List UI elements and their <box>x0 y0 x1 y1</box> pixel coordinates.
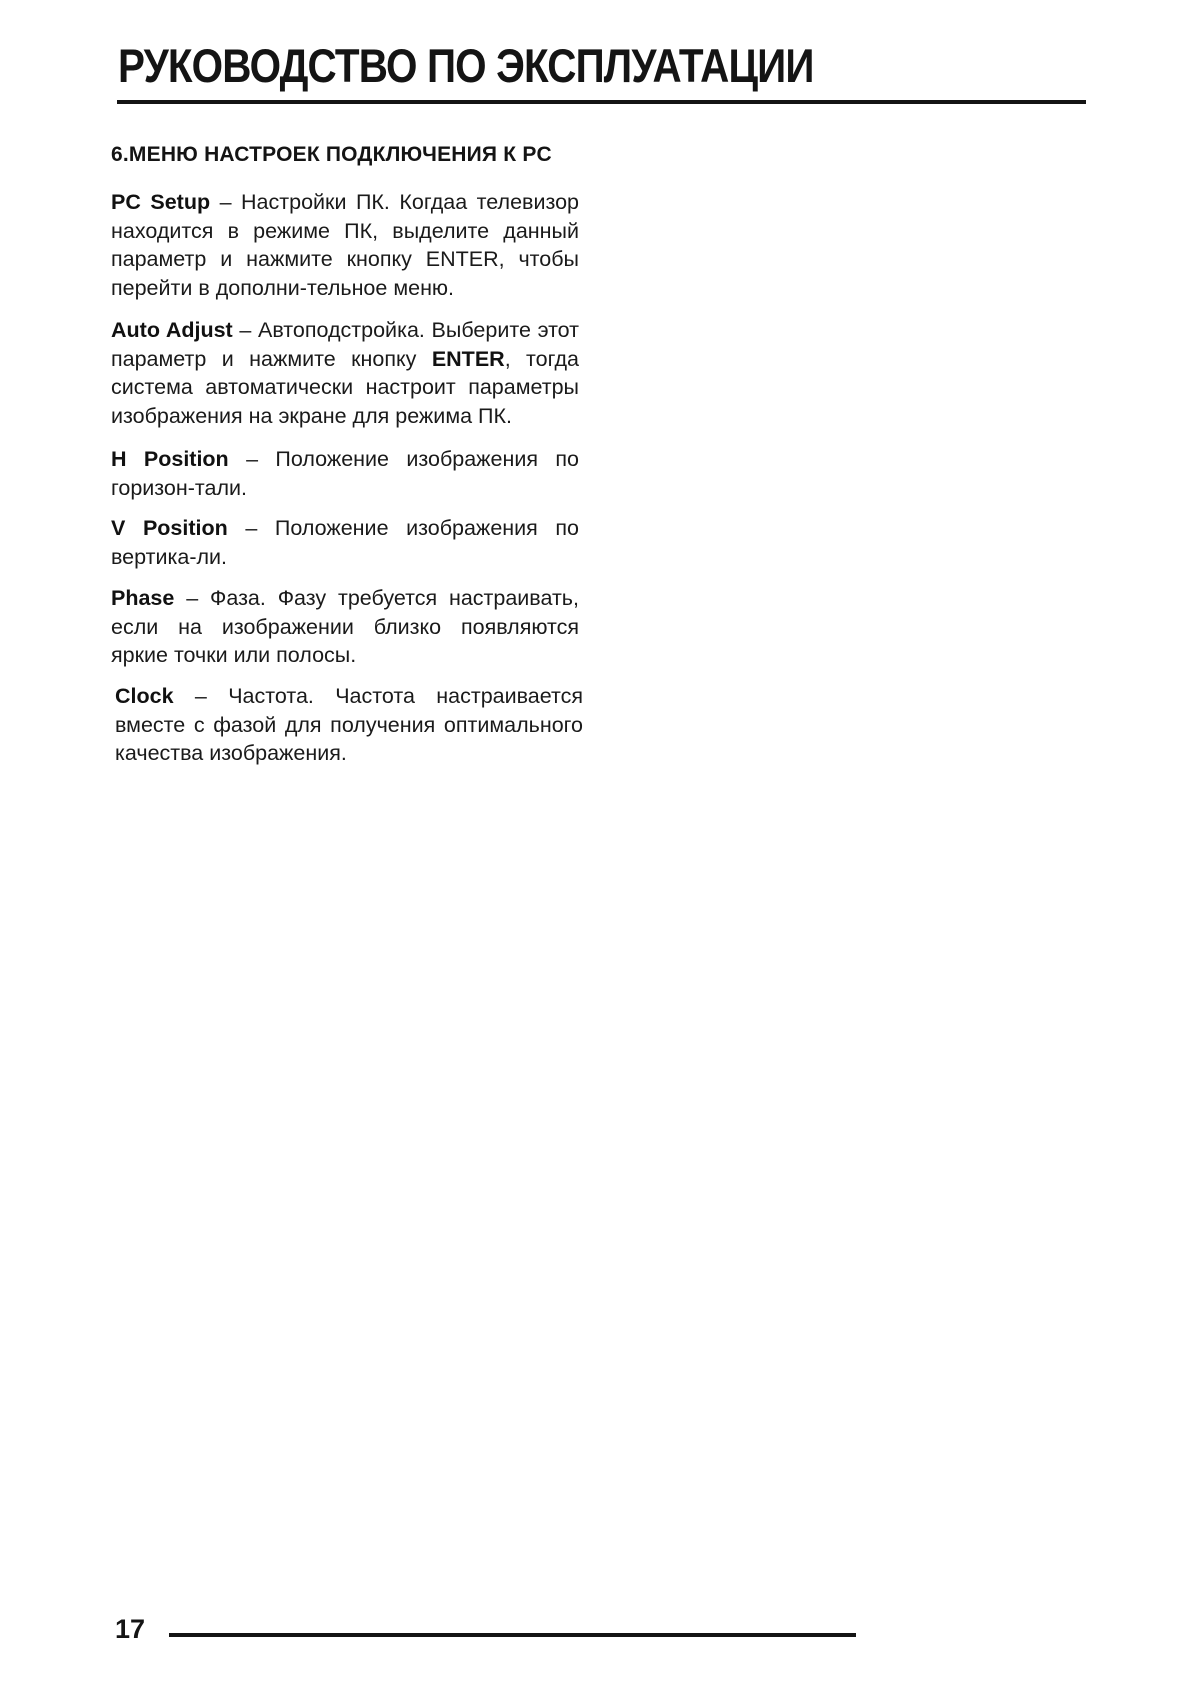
param-phase <box>111 584 579 670</box>
param-description: – Положение изображения по горизон-тали. <box>111 447 580 500</box>
param-term: Phase <box>111 586 175 610</box>
param-term: H Position <box>111 447 229 471</box>
param-pc-setup <box>111 188 579 302</box>
param-clock <box>115 682 583 768</box>
param-description: – Автоподстройка. Выберите этот параметр и нажмите кнопку <box>111 318 580 371</box>
param-term: Auto Adjust <box>111 318 233 342</box>
page-title: РУКОВОДСТВО ПО ЭКСПЛУАТАЦИИ <box>118 39 814 92</box>
title-divider <box>117 100 1086 104</box>
param-description: – Настройки ПК. Когдаа телевизор находится в режиме ПК, выделите данный параметр и нажмите кнопку ENTER, чтобы перейти в дополни-тельное меню. <box>111 190 579 300</box>
param-term: Clock <box>115 684 174 708</box>
param-description-continued: , тогда система автоматически настроит параметры изображения на экране для режима ПК. <box>111 346 580 428</box>
section-heading: 6.МЕНЮ НАСТРОЕК ПОДКЛЮЧЕНИЯ К PC <box>111 143 552 166</box>
enter-key-label: ENTER <box>431 346 505 371</box>
footer-divider <box>169 1633 856 1637</box>
param-description: – Фаза. Фазу требуется настраивать, если на изображении близко появляются яркие точки или полосы. <box>111 586 579 667</box>
param-auto-adjust <box>111 316 579 430</box>
param-term: PC Setup <box>111 190 211 214</box>
page-number: 17 <box>115 1614 146 1644</box>
param-description: – Положение изображения по вертика-ли. <box>111 516 579 569</box>
param-v-position <box>111 514 579 571</box>
param-h-position <box>111 445 579 502</box>
param-description: – Частота. Частота настраивается вместе с фазой для получения оптимального качества изображения. <box>115 684 583 765</box>
param-term: V Position <box>111 516 228 540</box>
